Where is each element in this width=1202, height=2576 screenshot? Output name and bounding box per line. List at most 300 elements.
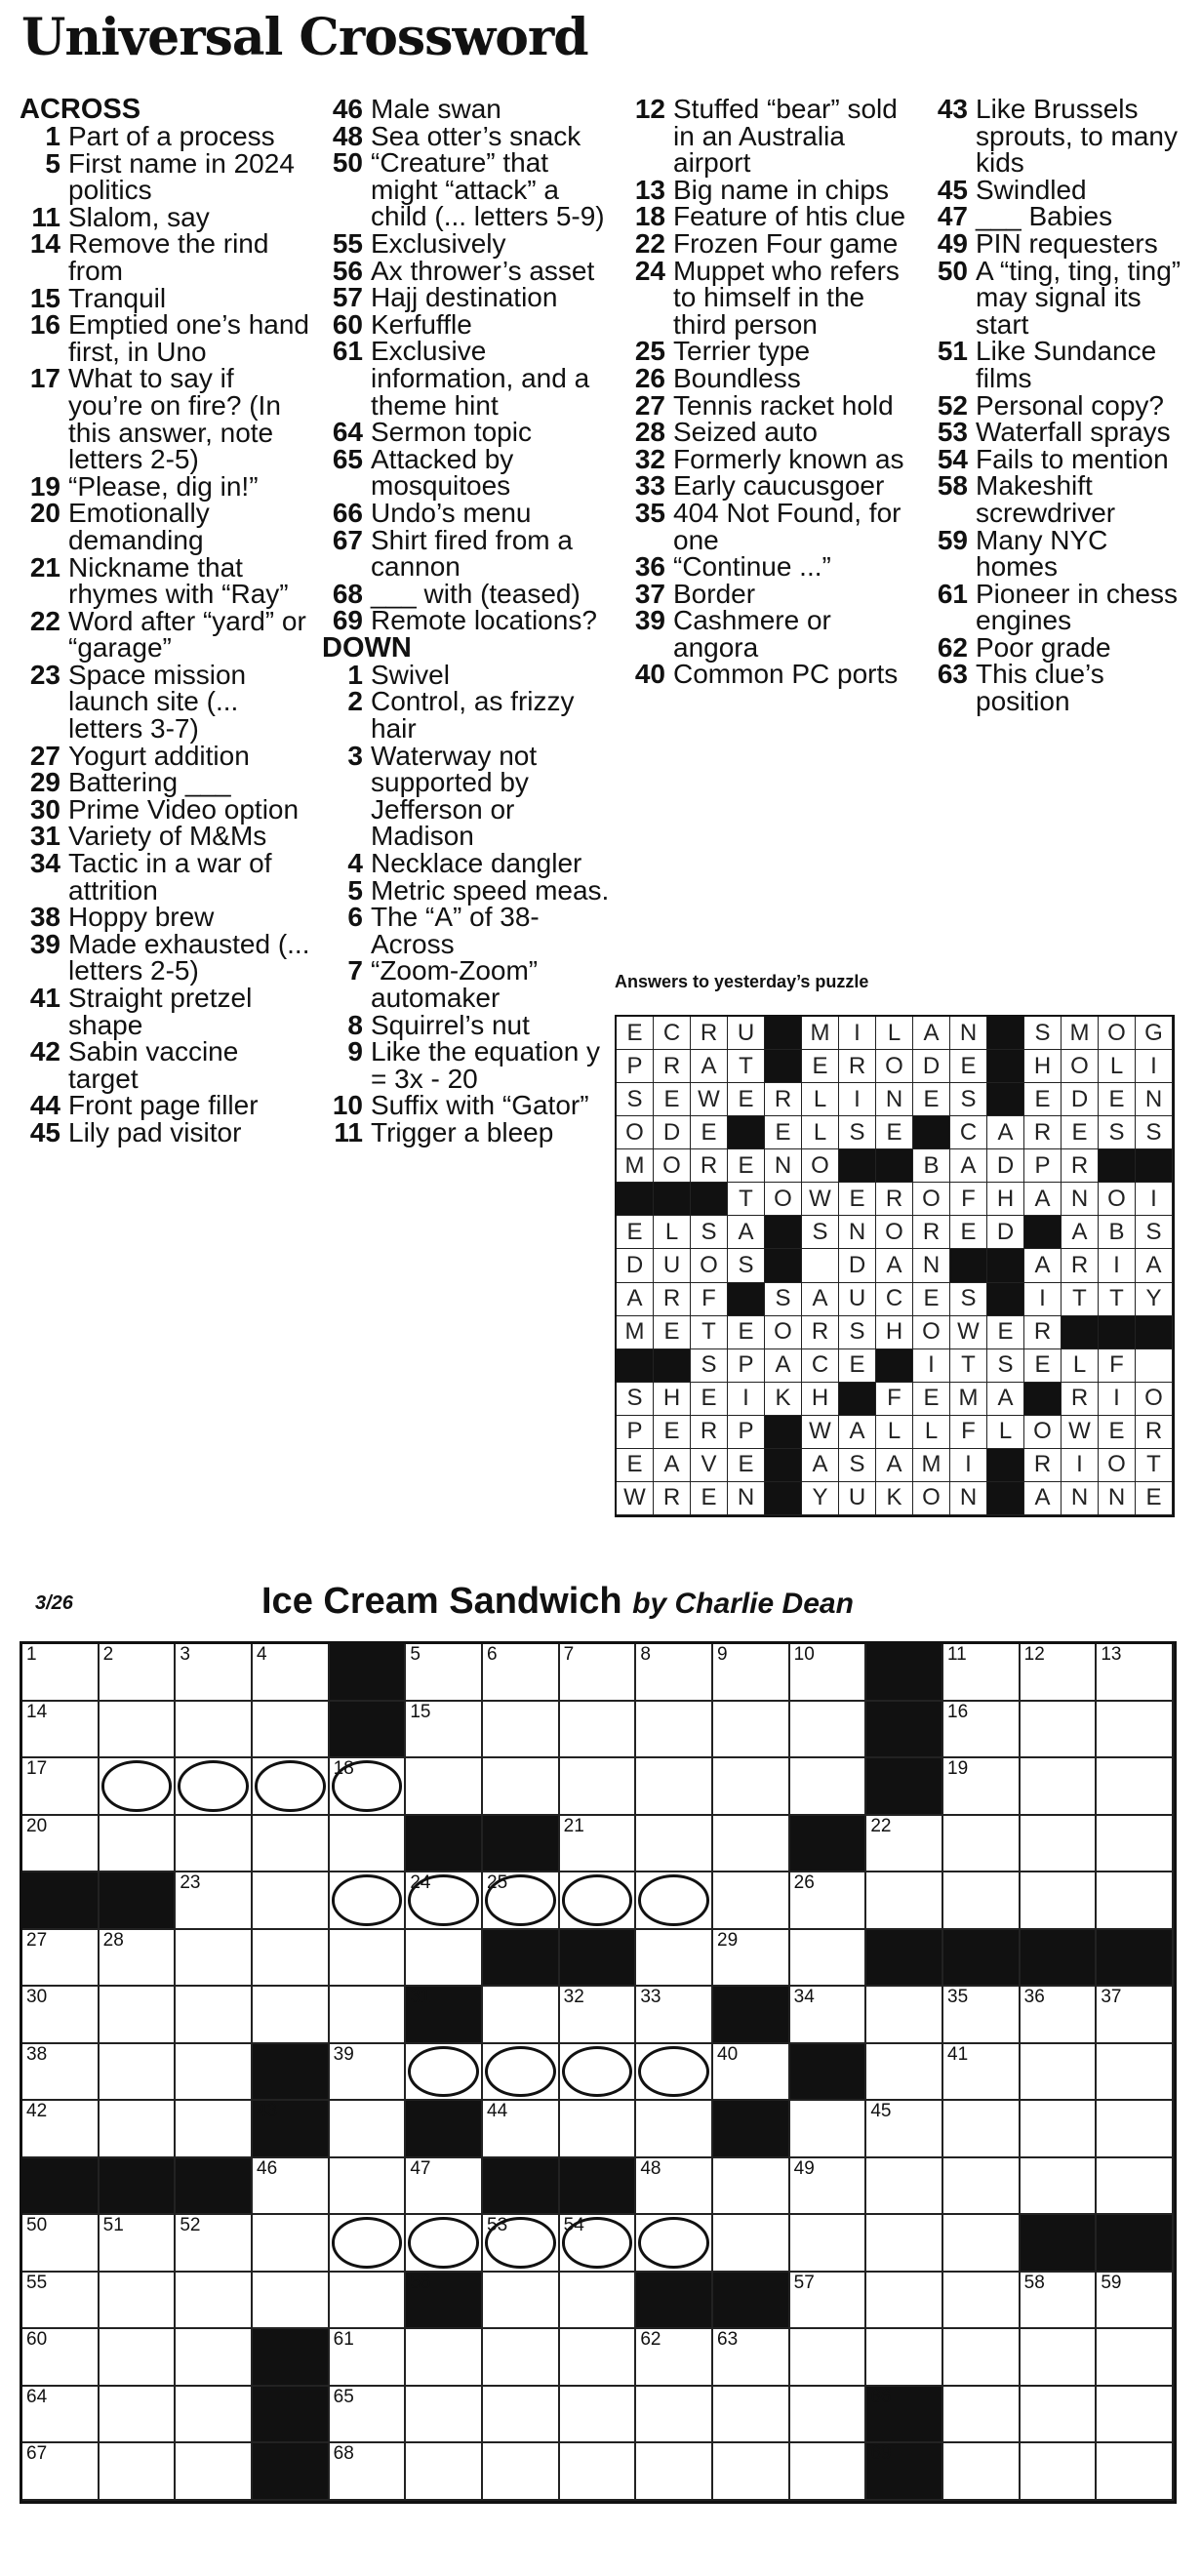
puzzle-cell[interactable]	[253, 1644, 330, 1702]
answer-cell: A	[728, 1216, 765, 1249]
clue-number: 12	[634, 94, 665, 124]
puzzle-cell[interactable]	[790, 1930, 867, 1988]
answer-cell: S	[839, 1316, 876, 1349]
puzzle-cell[interactable]	[713, 1872, 790, 1930]
puzzle-cell[interactable]	[1021, 1702, 1098, 1759]
black-square	[713, 2101, 790, 2158]
puzzle-cell[interactable]	[560, 1644, 637, 1702]
puzzle-cell[interactable]	[22, 1816, 100, 1873]
puzzle-cell[interactable]	[330, 2329, 407, 2387]
puzzle-cell[interactable]	[713, 2044, 790, 2102]
clue-item	[20, 147, 312, 206]
puzzle-cell[interactable]	[22, 2215, 100, 2273]
answer-cell: N	[950, 1017, 987, 1050]
puzzle-cell[interactable]	[176, 2044, 253, 2102]
clue-text: Feature of htis clue	[673, 201, 906, 232]
puzzle-date: 3/26	[35, 1592, 73, 1614]
answer-cell: P	[728, 1349, 765, 1383]
black-square	[987, 1249, 1024, 1282]
puzzle-cell[interactable]	[176, 1872, 253, 1930]
puzzle-cell[interactable]	[22, 1930, 100, 1988]
puzzle-cell[interactable]	[22, 1702, 100, 1759]
puzzle-cell[interactable]	[636, 2329, 713, 2387]
answer-cell: R	[1024, 1316, 1062, 1349]
puzzle-cell[interactable]	[176, 2329, 253, 2387]
puzzle-cell[interactable]	[943, 1987, 1021, 2044]
clue-text: Trigger a bleep	[371, 1116, 554, 1147]
clue-number: 14	[29, 228, 60, 260]
puzzle-cell[interactable]	[943, 2158, 1021, 2216]
puzzle-cell[interactable]	[866, 2329, 943, 2387]
puzzle-cell[interactable]	[253, 1758, 330, 1816]
answer-cell: E	[802, 1050, 839, 1083]
clue-column-1	[20, 96, 312, 1147]
answer-cell: H	[654, 1383, 691, 1416]
puzzle-cell[interactable]	[483, 1987, 560, 2044]
puzzle-cell[interactable]	[636, 1644, 713, 1702]
puzzle-cell[interactable]	[943, 1816, 1021, 1873]
clue-text: Like the equation y = 3x - 20	[371, 1036, 601, 1094]
puzzle-cell[interactable]	[253, 1987, 330, 2044]
clue-number: 42	[29, 1036, 60, 1067]
answer-cell: A	[1136, 1249, 1173, 1282]
puzzle-cell[interactable]	[406, 2387, 483, 2444]
clue-item	[20, 769, 312, 796]
puzzle-cell[interactable]	[1021, 2044, 1098, 2102]
answer-cell: E	[617, 1017, 654, 1050]
puzzle-cell[interactable]	[1097, 1872, 1174, 1930]
puzzle-cell[interactable]	[636, 1987, 713, 2044]
black-square	[1097, 1930, 1174, 1988]
clue-text: Kerfuffle	[371, 308, 472, 340]
puzzle-cell[interactable]	[560, 1702, 637, 1759]
puzzle-cell[interactable]	[1021, 1872, 1098, 1930]
puzzle-cell[interactable]	[330, 2215, 407, 2273]
puzzle-cell[interactable]	[636, 2387, 713, 2444]
puzzle-cell[interactable]	[713, 2158, 790, 2216]
puzzle-cell[interactable]	[483, 2329, 560, 2387]
puzzle-cell[interactable]	[22, 2443, 100, 2501]
cell-number: 56	[410, 2272, 431, 2293]
answer-cell: I	[728, 1383, 765, 1416]
puzzle-cell[interactable]	[713, 2329, 790, 2387]
puzzle-cell[interactable]	[636, 2158, 713, 2216]
puzzle-cell[interactable]	[406, 1758, 483, 1816]
puzzle-cell[interactable]	[253, 1702, 330, 1759]
clue-item	[624, 227, 917, 259]
answer-cell: A	[802, 1283, 839, 1316]
cell-number: 33	[640, 1987, 661, 2008]
puzzle-cell[interactable]	[330, 2443, 407, 2501]
clue-number: 65	[332, 443, 363, 474]
puzzle-cell[interactable]	[1021, 2101, 1098, 2158]
clue-text: Sermon topic	[371, 417, 532, 448]
answer-cell: L	[802, 1116, 839, 1149]
answer-cell: H	[987, 1183, 1024, 1216]
puzzle-cell[interactable]	[790, 2273, 867, 2330]
puzzle-cell[interactable]	[1021, 1987, 1098, 2044]
puzzle-cell[interactable]	[330, 2273, 407, 2330]
clue-text: Part of a process	[68, 121, 275, 151]
puzzle-cell[interactable]	[943, 2101, 1021, 2158]
answer-cell: D	[617, 1249, 654, 1282]
puzzle-cell[interactable]	[713, 1758, 790, 1816]
answer-cell: A	[950, 1149, 987, 1183]
answer-cell: O	[1024, 1416, 1062, 1449]
puzzle-cell[interactable]	[866, 1872, 943, 1930]
answer-cell: E	[913, 1383, 950, 1416]
black-square	[253, 2443, 330, 2501]
puzzle-cell[interactable]	[1097, 1987, 1174, 2044]
clue-item	[322, 419, 615, 446]
puzzle-cell[interactable]	[176, 1987, 253, 2044]
puzzle-cell[interactable]	[713, 2215, 790, 2273]
clue-item	[322, 578, 615, 609]
puzzle-cell[interactable]	[330, 1930, 407, 1988]
puzzle-cell[interactable]	[22, 1987, 100, 2044]
puzzle-cell[interactable]	[713, 1816, 790, 1873]
black-square	[406, 1987, 483, 2044]
puzzle-cell[interactable]	[636, 1930, 713, 1988]
puzzle-cell[interactable]	[943, 2329, 1021, 2387]
clue-number: 9	[347, 1036, 363, 1067]
clue-text: Big name in chips	[673, 174, 890, 205]
answer-cell: E	[987, 1316, 1024, 1349]
puzzle-cell[interactable]	[1097, 2044, 1174, 2102]
puzzle-cell[interactable]	[560, 1987, 637, 2044]
black-square	[253, 2101, 330, 2158]
clue-number: 28	[634, 417, 665, 448]
puzzle-cell[interactable]	[560, 1872, 637, 1930]
puzzle-cell[interactable]	[790, 1644, 867, 1702]
puzzle-cell[interactable]	[1097, 2387, 1174, 2444]
puzzle-cell[interactable]	[866, 2215, 943, 2273]
cell-number: 49	[793, 2157, 815, 2179]
puzzle-cell[interactable]	[176, 1816, 253, 1873]
clue-text: Seized auto	[673, 417, 818, 448]
puzzle-cell[interactable]	[1021, 2387, 1098, 2444]
answer-cell: S	[691, 1216, 728, 1249]
puzzle-cell[interactable]	[790, 2443, 867, 2501]
puzzle-cell[interactable]	[1097, 2101, 1174, 2158]
clue-number: 59	[937, 524, 968, 555]
clue-text: Male swan	[371, 94, 501, 124]
puzzle-cell[interactable]	[790, 2215, 867, 2273]
black-square	[765, 1416, 802, 1449]
cell-number: 25	[487, 1872, 508, 1894]
black-square	[1021, 2215, 1098, 2273]
puzzle-cell[interactable]	[100, 2215, 177, 2273]
puzzle-cell[interactable]	[560, 2329, 637, 2387]
clue-item	[20, 500, 312, 553]
clue-item	[20, 823, 312, 850]
puzzle-cell[interactable]	[406, 1930, 483, 1988]
clue-item	[20, 230, 312, 284]
clue-text: Nickname that rhymes with “Ray”	[68, 551, 289, 610]
answer-cell: E	[1099, 1416, 1136, 1449]
puzzle-cell[interactable]	[22, 1758, 100, 1816]
puzzle-cell[interactable]	[636, 1816, 713, 1873]
clue-text: PIN requesters	[976, 227, 1158, 259]
puzzle-cell[interactable]	[176, 2273, 253, 2330]
puzzle-cell[interactable]	[1097, 2273, 1174, 2330]
clue-number: 38	[29, 902, 60, 933]
cell-number: 48	[640, 2157, 661, 2179]
puzzle-cell[interactable]	[636, 2044, 713, 2102]
puzzle-cell[interactable]	[483, 1702, 560, 1759]
clue-number: 26	[634, 362, 665, 393]
puzzle-cell[interactable]	[560, 2443, 637, 2501]
puzzle-cell[interactable]	[560, 2215, 637, 2273]
puzzle-cell[interactable]	[943, 2273, 1021, 2330]
puzzle-cell[interactable]	[22, 1644, 100, 1702]
puzzle-cell[interactable]	[713, 1930, 790, 1988]
clue-item	[20, 201, 312, 232]
puzzle-cell[interactable]	[1021, 1644, 1098, 1702]
clue-item	[322, 1092, 615, 1119]
puzzle-cell[interactable]	[1097, 1702, 1174, 1759]
puzzle-cell[interactable]	[330, 2387, 407, 2444]
black-square	[790, 2044, 867, 2102]
puzzle-cell[interactable]	[636, 1702, 713, 1759]
puzzle-cell[interactable]	[1021, 1816, 1098, 1873]
puzzle-cell[interactable]	[406, 2215, 483, 2273]
puzzle-cell[interactable]	[253, 1872, 330, 1930]
puzzle-cell[interactable]	[22, 2329, 100, 2387]
clue-number: 4	[347, 848, 363, 879]
puzzle-cell[interactable]	[483, 2387, 560, 2444]
answer-cell: R	[839, 1050, 876, 1083]
puzzle-cell[interactable]	[22, 2101, 100, 2158]
puzzle-cell[interactable]	[790, 2387, 867, 2444]
puzzle-cell[interactable]	[406, 2443, 483, 2501]
puzzle-cell[interactable]	[406, 2044, 483, 2102]
puzzle-cell[interactable]	[790, 1702, 867, 1759]
puzzle-cell[interactable]	[790, 2158, 867, 2216]
puzzle-cell[interactable]	[636, 2443, 713, 2501]
puzzle-cell[interactable]	[330, 1758, 407, 1816]
puzzle-cell[interactable]	[1097, 2329, 1174, 2387]
puzzle-cell[interactable]	[483, 2101, 560, 2158]
puzzle-cell[interactable]	[866, 2273, 943, 2330]
puzzle-cell[interactable]	[790, 1872, 867, 1930]
puzzle-cell[interactable]	[943, 1758, 1021, 1816]
answer-cell: N	[765, 1149, 802, 1183]
puzzle-cell[interactable]	[100, 1644, 177, 1702]
puzzle-cell[interactable]	[100, 2101, 177, 2158]
puzzle-cell[interactable]	[253, 2158, 330, 2216]
puzzle-cell[interactable]	[100, 2329, 177, 2387]
cell-number: 7	[563, 1644, 575, 1665]
puzzle-cell[interactable]	[866, 2101, 943, 2158]
clue-item	[20, 904, 312, 931]
clue-text: Swindled	[976, 174, 1087, 205]
clue-text: Waterfall sprays	[976, 417, 1171, 448]
puzzle-cell[interactable]	[406, 1644, 483, 1702]
answer-cell: E	[691, 1482, 728, 1515]
puzzle-cell[interactable]	[790, 2329, 867, 2387]
puzzle-cell[interactable]	[330, 1872, 407, 1930]
clue-item	[624, 362, 917, 393]
cell-number: 20	[26, 1815, 48, 1836]
puzzle-cell[interactable]	[560, 2273, 637, 2330]
puzzle-cell[interactable]	[713, 2387, 790, 2444]
puzzle-cell[interactable]	[1097, 2158, 1174, 2216]
cell-number: 19	[947, 1758, 969, 1780]
puzzle-cell[interactable]	[100, 1702, 177, 1759]
black-square	[483, 2158, 560, 2216]
clue-text: “Please, dig in!”	[68, 470, 259, 502]
puzzle-cell[interactable]	[483, 2273, 560, 2330]
puzzle-cell[interactable]	[943, 1872, 1021, 1930]
cell-number: 29	[717, 1929, 739, 1951]
puzzle-cell[interactable]	[100, 1987, 177, 2044]
puzzle-cell[interactable]	[406, 2329, 483, 2387]
cell-number: 3	[180, 1644, 190, 1665]
puzzle-cell[interactable]	[483, 1644, 560, 1702]
puzzle-cell[interactable]	[253, 2273, 330, 2330]
black-square	[866, 2443, 943, 2501]
answer-cell: S	[839, 1449, 876, 1482]
puzzle-cell[interactable]	[176, 2387, 253, 2444]
cell-number: 35	[947, 1987, 969, 2008]
puzzle-cell[interactable]	[100, 1816, 177, 1873]
puzzle-cell[interactable]	[176, 2443, 253, 2501]
puzzle-cell[interactable]	[560, 2101, 637, 2158]
cell-number: 40	[717, 2043, 739, 2065]
puzzle-cell[interactable]	[100, 1930, 177, 1988]
puzzle-cell[interactable]	[943, 2443, 1021, 2501]
puzzle-cell[interactable]	[253, 1816, 330, 1873]
puzzle-cell[interactable]	[866, 1816, 943, 1873]
puzzle-cell[interactable]	[1021, 1758, 1098, 1816]
clue-number: 57	[332, 282, 363, 313]
puzzle-cell[interactable]	[330, 2158, 407, 2216]
puzzle-cell[interactable]	[636, 1758, 713, 1816]
answer-grid	[615, 1015, 1175, 1517]
puzzle-cell[interactable]	[1021, 2273, 1098, 2330]
clue-text: Battering ___	[68, 767, 231, 798]
answer-cell: E	[839, 1183, 876, 1216]
answer-cell: T	[728, 1183, 765, 1216]
cell-number: 65	[333, 2386, 354, 2407]
clue-item	[927, 472, 1190, 526]
puzzle-cell[interactable]	[330, 2044, 407, 2102]
puzzle-cell[interactable]	[176, 1758, 253, 1816]
cell-number: 60	[26, 2329, 48, 2351]
puzzle-cell[interactable]	[483, 1872, 560, 1930]
puzzle-cell[interactable]	[100, 2387, 177, 2444]
cell-number: 14	[26, 1701, 48, 1722]
section-heading: ACROSS	[20, 94, 141, 125]
clue-text: Like Sundance films	[976, 336, 1157, 393]
puzzle-cell[interactable]	[483, 2044, 560, 2102]
puzzle-cell[interactable]	[790, 1987, 867, 2044]
clue-item	[322, 149, 615, 230]
puzzle-cell[interactable]	[330, 2101, 407, 2158]
puzzle-cell[interactable]	[560, 2387, 637, 2444]
puzzle-cell[interactable]	[713, 1644, 790, 1702]
clue-text: Like Brussels sprouts, to many kids	[976, 94, 1178, 179]
puzzle-cell[interactable]	[406, 1872, 483, 1930]
puzzle-cell[interactable]	[483, 1758, 560, 1816]
clue-item	[322, 96, 615, 123]
clue-item	[624, 578, 917, 609]
puzzle-cell[interactable]	[636, 2215, 713, 2273]
puzzle-cell[interactable]	[943, 2044, 1021, 2102]
answer-cell: A	[691, 1050, 728, 1083]
puzzle-cell[interactable]	[560, 1816, 637, 1873]
puzzle-cell[interactable]	[22, 2387, 100, 2444]
puzzle-cell[interactable]	[713, 1702, 790, 1759]
answer-cell: T	[691, 1316, 728, 1349]
puzzle-cell[interactable]	[483, 2443, 560, 2501]
puzzle-cell[interactable]	[253, 2215, 330, 2273]
puzzle-cell[interactable]	[176, 1644, 253, 1702]
puzzle-cell[interactable]	[943, 2387, 1021, 2444]
puzzle-cell[interactable]	[22, 2273, 100, 2330]
black-square	[1099, 1149, 1136, 1183]
black-square	[728, 1116, 765, 1149]
puzzle-cell[interactable]	[176, 1930, 253, 1988]
puzzle-cell[interactable]	[943, 2215, 1021, 2273]
puzzle-cell[interactable]	[636, 2101, 713, 2158]
puzzle-cell[interactable]	[330, 1816, 407, 1873]
puzzle-cell[interactable]	[560, 1758, 637, 1816]
puzzle-cell[interactable]	[1021, 2158, 1098, 2216]
puzzle-cell[interactable]	[1097, 1644, 1174, 1702]
puzzle-cell[interactable]	[1097, 2443, 1174, 2501]
puzzle-cell[interactable]	[176, 2215, 253, 2273]
clue-item	[20, 363, 312, 475]
clue-number: 2	[347, 686, 363, 717]
clue-number: 66	[332, 497, 363, 528]
puzzle-cell[interactable]	[406, 2158, 483, 2216]
puzzle-cell[interactable]	[866, 2044, 943, 2102]
puzzle-cell[interactable]	[866, 2158, 943, 2216]
clue-item	[927, 578, 1190, 636]
puzzle-cell[interactable]	[790, 2101, 867, 2158]
puzzle-cell[interactable]	[406, 1702, 483, 1759]
puzzle-cell[interactable]	[100, 2443, 177, 2501]
black-square	[253, 2044, 330, 2102]
puzzle-cell[interactable]	[483, 2215, 560, 2273]
puzzle-cell[interactable]	[866, 1987, 943, 2044]
puzzle-cell[interactable]	[22, 2044, 100, 2102]
cell-number: 39	[333, 2043, 354, 2065]
puzzle-cell[interactable]	[560, 2044, 637, 2102]
puzzle-cell[interactable]	[636, 1872, 713, 1930]
puzzle-cell[interactable]	[1097, 1816, 1174, 1873]
puzzle-cell[interactable]	[1097, 1758, 1174, 1816]
clue-number: 20	[29, 498, 60, 529]
puzzle-cell[interactable]	[943, 1644, 1021, 1702]
puzzle-cell[interactable]	[253, 1930, 330, 1988]
puzzle-title: Ice Cream Sandwich	[261, 1581, 622, 1622]
puzzle-cell[interactable]	[943, 1702, 1021, 1759]
puzzle-cell[interactable]	[100, 1758, 177, 1816]
puzzle-cell[interactable]	[790, 1758, 867, 1816]
puzzle-cell[interactable]	[330, 1987, 407, 2044]
puzzle-cell[interactable]	[176, 1702, 253, 1759]
clue-number: 48	[332, 120, 363, 151]
puzzle-cell[interactable]	[1021, 2329, 1098, 2387]
puzzle-cell[interactable]	[1021, 2443, 1098, 2501]
puzzle-cell[interactable]	[176, 2101, 253, 2158]
puzzle-cell[interactable]	[100, 2273, 177, 2330]
puzzle-cell[interactable]	[713, 2443, 790, 2501]
puzzle-cell[interactable]	[100, 2044, 177, 2102]
